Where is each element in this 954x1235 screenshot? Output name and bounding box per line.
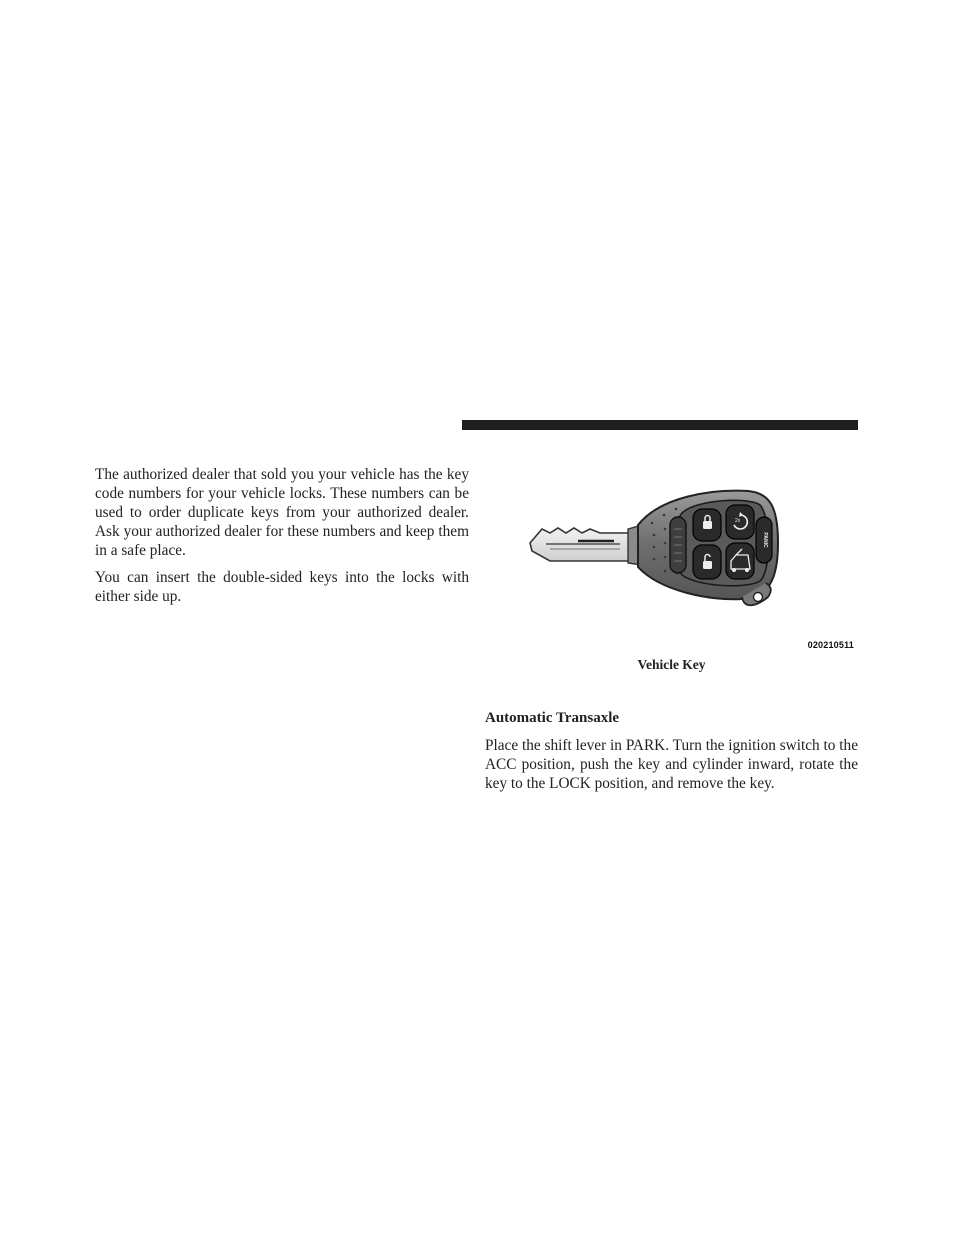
key-code-paragraph: The authorized dealer that sold you your vehicle has the key code numbers for your vehicle locks. These numbers can be used to order duplicate keys from your authorized dealer. Ask your authorized dealer for these numbers and keep them in a safe place.	[95, 466, 469, 559]
svg-text:2x: 2x	[735, 518, 741, 524]
lock-button-icon	[693, 509, 721, 541]
panic-label: PANIC	[762, 532, 768, 548]
figure-caption: Vehicle Key	[637, 657, 706, 672]
panic-button-icon	[756, 517, 772, 563]
liftgate-button-icon	[726, 543, 754, 579]
double-sided-keys-paragraph: You can insert the double-sided keys into the locks with either side up.	[95, 569, 469, 605]
vehicle-key-illustration	[520, 485, 860, 655]
key-blade-icon	[530, 528, 632, 561]
section-header-bar	[462, 420, 858, 430]
left-column	[95, 465, 469, 614]
right-column	[485, 709, 858, 793]
unlock-button-icon	[693, 545, 721, 579]
vehicle-key-figure	[520, 485, 860, 655]
automatic-transaxle-heading: Automatic Transaxle	[485, 710, 620, 726]
figure-image-code: 020210511	[807, 640, 854, 650]
remote-start-icon	[726, 505, 754, 539]
automatic-transaxle-paragraph: Place the shift lever in PARK. Turn the ignition switch to the ACC position, push the key and cylinder inward, rotate the key to the LOCK position, and remove the key.	[485, 737, 858, 792]
